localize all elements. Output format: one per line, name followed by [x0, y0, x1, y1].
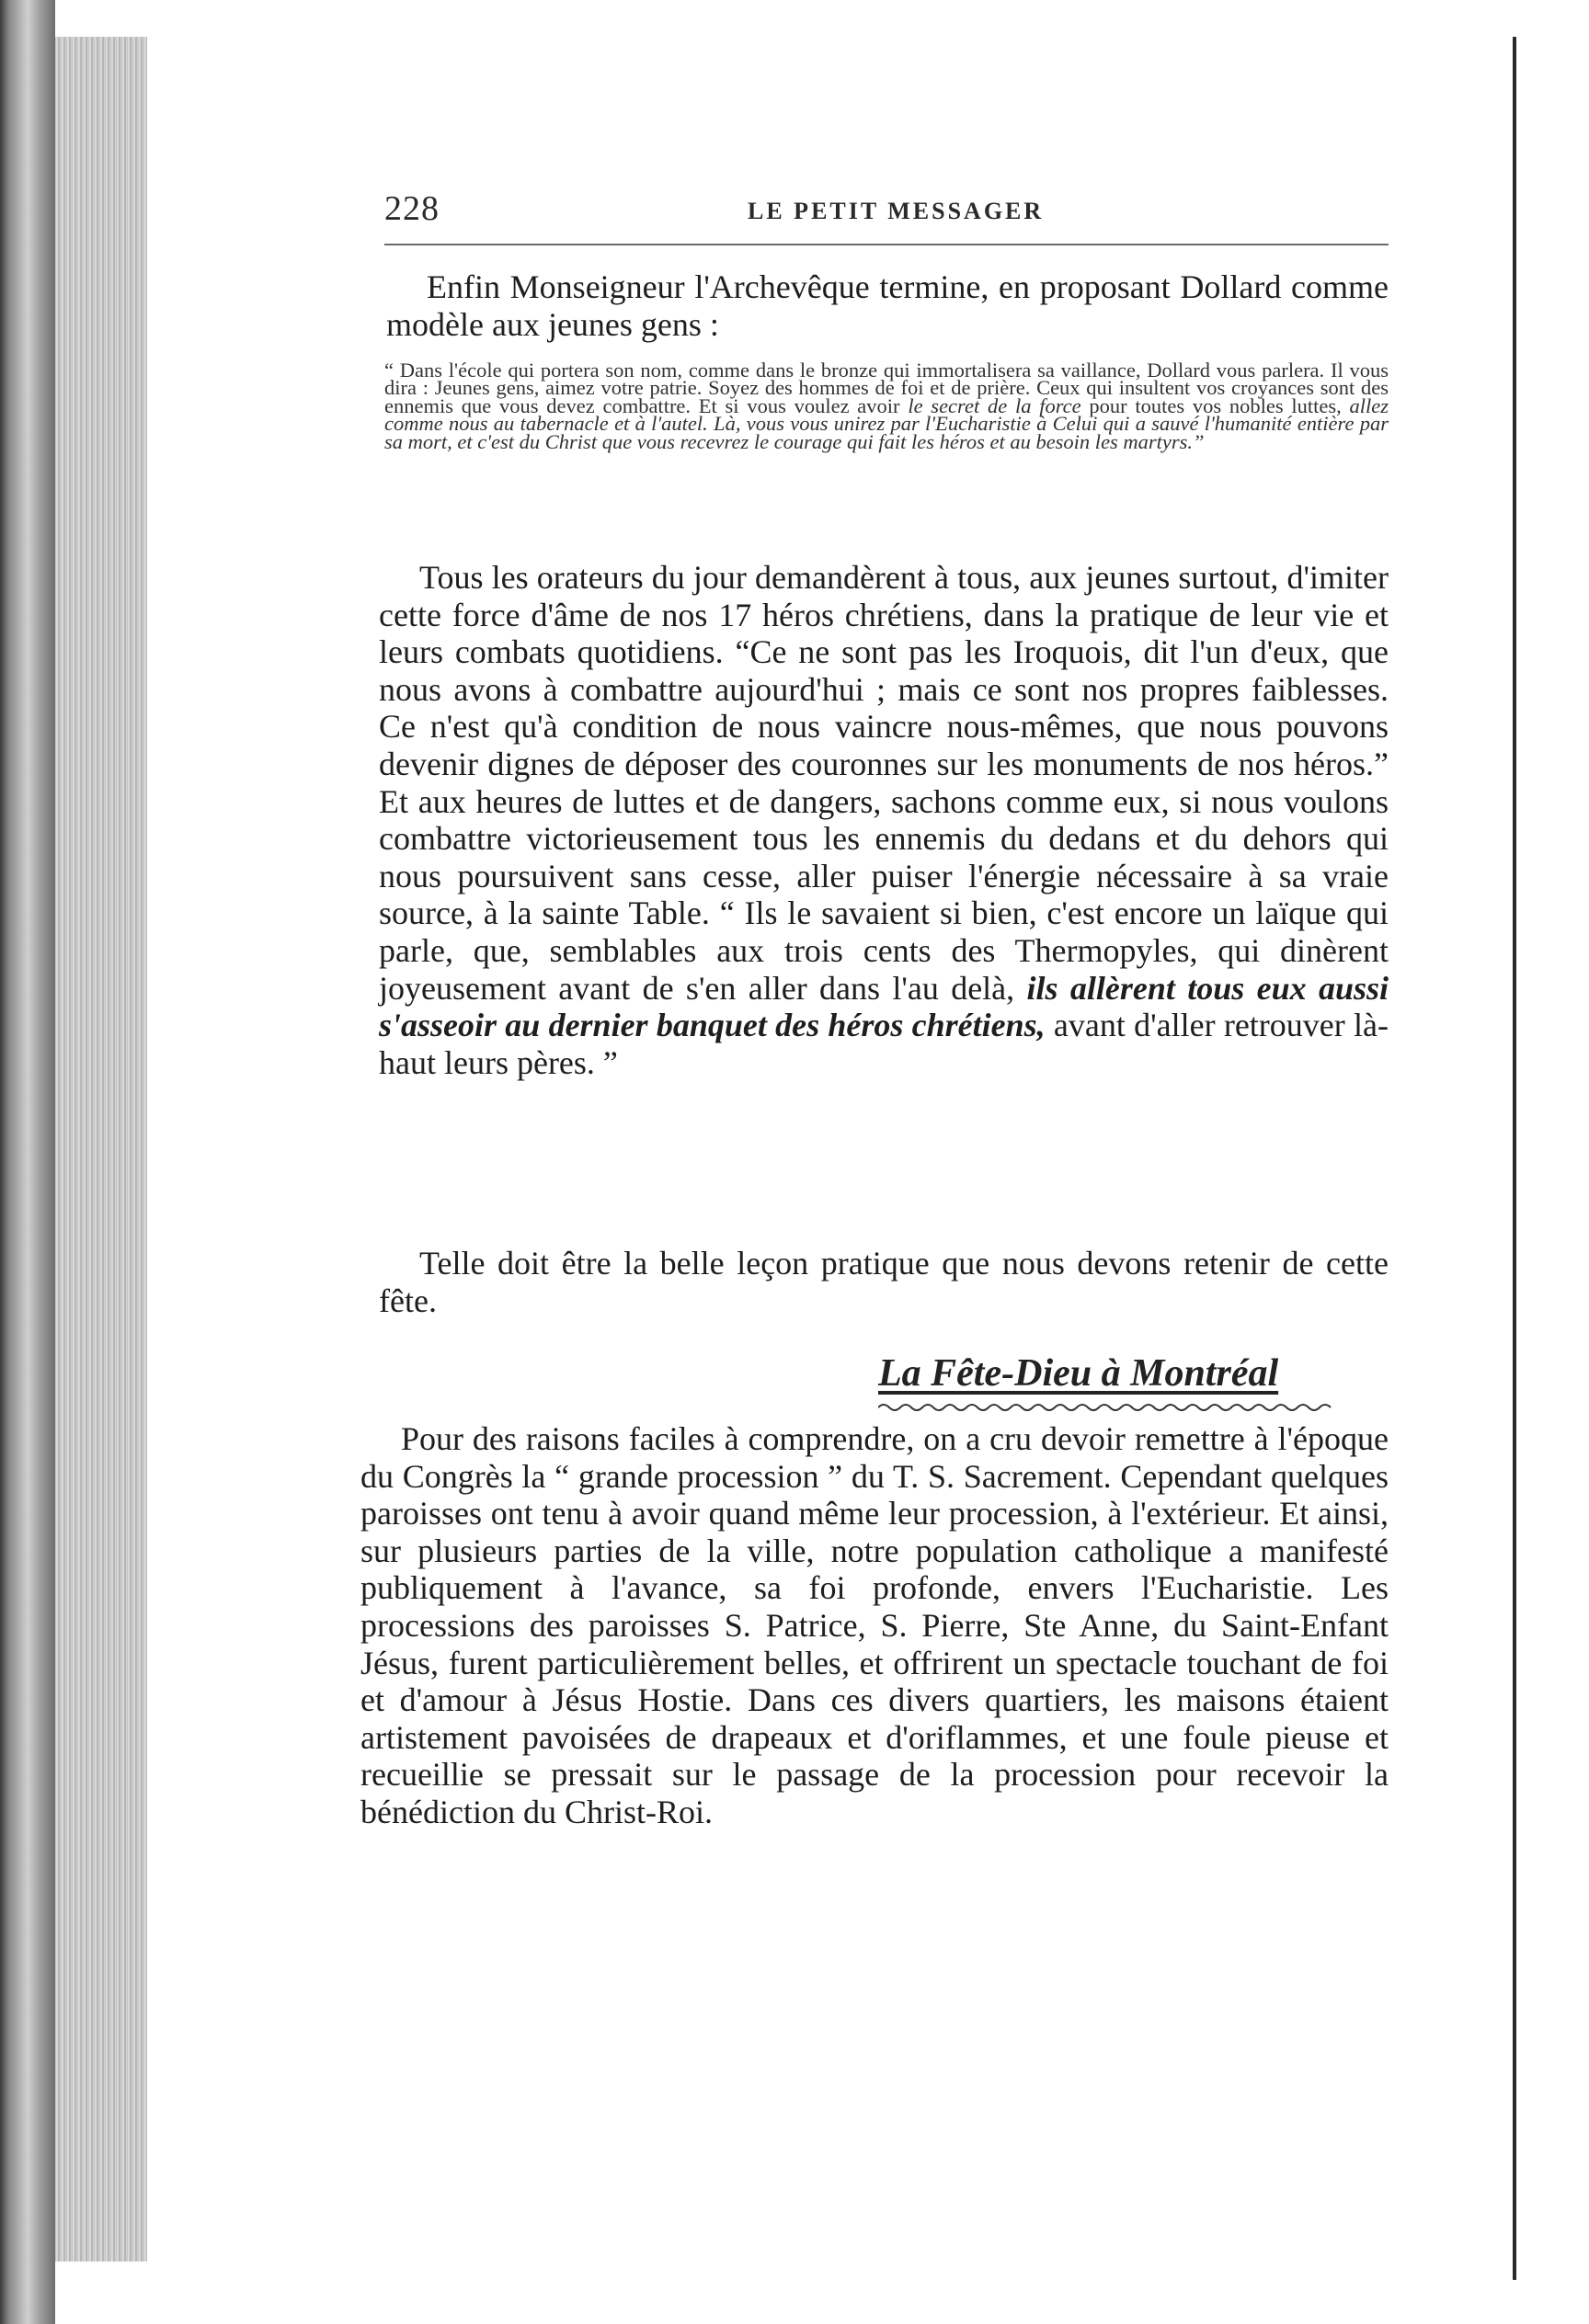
book-spine-edge: [0, 0, 55, 2324]
title-wavy-underline: [878, 1402, 1333, 1413]
paragraph-procession: Pour des raisons faciles à comprendre, on a cru devoir remettre à l'époque du Congrès la “ grande procession ” du T. S. Sacrement. Cependant quelques paroisses ont tenu à avoir quand même leur procession, à l'extérieur. Et ainsi, sur plusieurs parties de la ville, notre population catholique a manifesté publiquement à l'avance, sa foi profonde, envers l'Eucharistie. Les processions des paroisses S. Patrice, S. Pierre, Ste Anne, du Saint-Enfant Jésus, furent particulièrement belles, et offrirent un spectacle touchant de foi et d'amour à Jésus Hostie. Dans ces divers quartiers, les maisons étaient artistement pavoisées de drapeaux et d'oriflammes, et une foule pieuse et recueillie se pressait sur le passage de la procession pour recevoir la bénédiction du Christ-Roi.: [360, 1420, 1389, 1830]
section-title: La Fête-Dieu à Montréal: [878, 1352, 1279, 1395]
quote-text-2: pour toutes vos nobles luttes,: [1089, 393, 1342, 417]
page-edge-line: [1513, 37, 1516, 2280]
quote-italic-1: le secret de la force: [908, 393, 1081, 417]
page-stack-edge: [55, 37, 147, 2261]
paragraph-orators-text-1: Tous les orateurs du jour demandèrent à tous, aux jeunes surtout, d'imiter cette force d'âme de nos 17 héros chrétiens, dans la pratique de leur vie et leurs combats quotidiens. “Ce ne sont pas les Iroquois, dit l'un d'eux, que nous avons à combattre aujourd'hui ; mais ce sont nos propres faiblesses. Ce n'est qu'à condition de nous vaincre nous-mêmes, que nous pouvons devenir dignes de déposer des couronnes sur les monuments de nos héros.” Et aux heures de luttes et de dangers, sachons comme eux, si nous voulons combattre victorieusement tous les ennemis du dedans et du dehors qui nous poursuivent sans cesse, aller puiser l'énergie nécessaire à sa vraie source, à la sainte Table. “ Ils le savaient si bien, c'est encore un laïque qui parle, que, semblables aux trois cents des Thermopyles, qui dinèrent joyeusement avant de s'en aller dans l'au delà,: [379, 559, 1389, 1007]
paragraph-orators: [379, 559, 1389, 1081]
paragraph-lesson: Telle doit être la belle leçon pratique que nous devons retenir de cette fête.: [379, 1245, 1389, 1319]
archbishop-quote: [384, 359, 1389, 453]
paragraph-orators-text-2: avant d'aller retrouver là-haut leurs pères. ”: [379, 1007, 1389, 1081]
page-header: [384, 188, 1389, 245]
paragraph-orators-emphasis: ils allèrent tous eux aussi s'asseoir au dernier banquet des héros chrétiens,: [379, 969, 1389, 1044]
right-margin: [1525, 0, 1589, 2324]
page-number: 228: [384, 189, 440, 228]
quote-text-1: “ Dans l'école qui portera son nom, comme dans le bronze qui immortalisera sa vaillance, Dollard vous parlera. Il vous dira : Jeunes gens, aimez votre patrie. Soyez des hommes de foi et de prière. Ceux qui insultent vos croyances sont des ennemis que vous devez combattre. Et si vous voulez avoir: [384, 359, 1389, 417]
running-title: LE PETIT MESSAGER: [748, 198, 1045, 224]
paragraph-intro: Enfin Monseigneur l'Archevêque termine, en proposant Dollard comme modèle aux jeunes gens :: [386, 268, 1389, 343]
quote-italic-2: allez comme nous au tabernacle et à l'autel. Là, vous vous unirez par l'Eucharistie à Celui qui a sauvé l'humanité entière par sa mort, et c'est du Christ que vous recevrez le courage qui fait les héros et au besoin les martyrs.”: [384, 393, 1389, 453]
